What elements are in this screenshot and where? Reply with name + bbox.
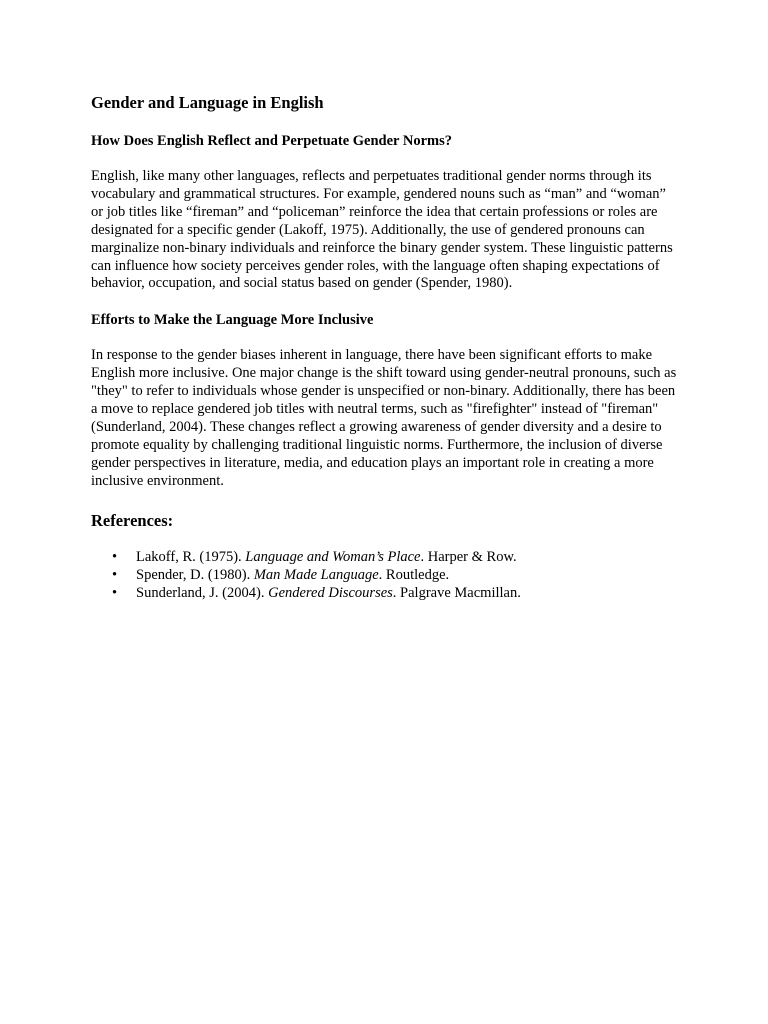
bullet-icon: •: [112, 566, 118, 583]
reference-publisher: . Harper & Row.: [420, 548, 517, 565]
references-list: [91, 548, 681, 602]
section-body-inclusive-efforts: In response to the gender biases inherent in language, there have been significant efforts to make English more inclusive. One major change is the shift toward using gender-neutral pronouns, such as "they" to refer to individuals whose gender is unspecified or non-binary. Additionally, there has been a move to replace gendered job titles with neutral terms, such as "firefighter" instead of "fireman" (Sunderland, 2004). These changes reflect a growing awareness of gender diversity and a desire to promote equality by challenging traditional linguistic norms. Furthermore, the inclusion of diverse gender perspectives in literature, media, and education plays an important role in creating a more inclusive environment.: [91, 347, 677, 489]
reference-author-year: Sunderland, J. (2004).: [136, 584, 269, 601]
bullet-icon: •: [112, 548, 118, 565]
reference-publisher: . Palgrave Macmillan.: [392, 584, 521, 601]
reference-publisher: . Routledge.: [378, 566, 450, 583]
reference-title: Man Made Language: [253, 566, 379, 583]
bullet-icon: •: [112, 584, 118, 601]
document-page: [91, 92, 681, 602]
reference-item-sunderland: [91, 584, 681, 602]
reference-author-year: Lakoff, R. (1975).: [136, 548, 246, 565]
reference-author-year: Spender, D. (1980).: [136, 566, 254, 583]
section-body-gender-norms: English, like many other languages, reflects and perpetuates traditional gender norms through its vocabulary and grammatical structures. For example, gendered nouns such as “man” and “woman” or job titles like “fireman” and “policeman” reinforce the idea that certain professions or roles are designated for a specific gender (Lakoff, 1975). Additionally, the use of gendered pronouns can marginalize non-binary individuals and reinforce the binary gender system. These linguistic patterns can influence how society perceives gender roles, with the language often shaping expectations of behavior, occupation, and social status based on gender (Spender, 1980).: [91, 168, 673, 292]
reference-title: Gendered Discourses: [268, 584, 393, 601]
reference-item-spender: [91, 566, 681, 584]
document-title: Gender and Language in English: [91, 93, 324, 112]
reference-item-lakoff: [91, 548, 681, 566]
section-heading-gender-norms: How Does English Reflect and Perpetuate Gender Norms?: [91, 133, 452, 149]
reference-title: Language and Woman’s Place: [245, 548, 421, 565]
section-heading-inclusive-efforts: Efforts to Make the Language More Inclusive: [91, 312, 374, 329]
references-heading: References:: [91, 510, 174, 530]
